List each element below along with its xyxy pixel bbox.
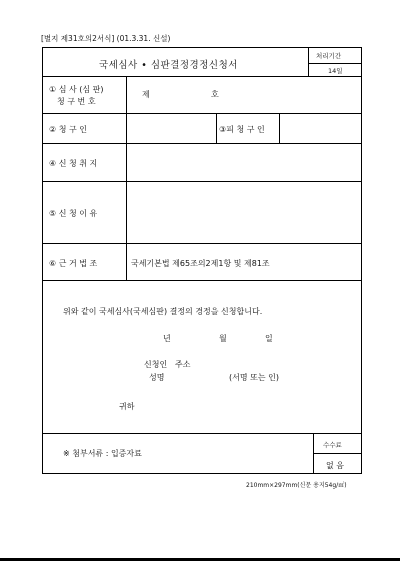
row-divider <box>43 181 361 182</box>
claimant-field[interactable] <box>132 122 212 140</box>
applicant-name-label: 성명 <box>149 373 165 382</box>
col-divider <box>308 48 309 76</box>
row-divider <box>43 76 361 77</box>
date-day: 일 <box>265 334 273 343</box>
row-divider <box>43 280 361 281</box>
date-year: 년 <box>163 334 171 343</box>
col-divider <box>216 113 217 143</box>
purpose-label: ④ 신 청 취 지 <box>49 159 98 168</box>
paper-spec: 210mm×297mm(신문 용지54g/㎡) <box>246 482 347 489</box>
attachments-note: ※ 첨부서류 : 입증자료 <box>63 449 142 458</box>
col-divider <box>279 113 280 143</box>
reason-field[interactable] <box>132 188 357 238</box>
date-month: 월 <box>219 334 227 343</box>
row-divider <box>43 113 361 114</box>
form-number: [별지 제31호의2서식] (01.3.31. 신설) <box>41 34 171 43</box>
legal-basis-label: ⑥ 근 거 법 조 <box>49 259 98 268</box>
fee-value: 없 음 <box>326 461 344 470</box>
respondent-label: ③피 청 구 인 <box>219 125 265 134</box>
application-form <box>42 47 362 474</box>
fee-label: 수수료 <box>323 441 342 449</box>
row-divider <box>43 243 361 244</box>
applicant-address-label: 주소 <box>175 360 191 369</box>
period-divider <box>308 63 361 64</box>
request-statement: 위와 같이 국세심사(국세심판) 결정의 경정을 신청합니다. <box>63 307 263 316</box>
processing-period-label: 처리기간 <box>316 52 342 60</box>
applicant-label: 신청인 <box>144 360 168 369</box>
col-divider <box>126 76 127 280</box>
claim-number-prefix: 제 <box>142 90 150 99</box>
purpose-field[interactable] <box>132 148 357 176</box>
claim-number-label-2: 청 구 번 호 <box>57 97 96 106</box>
reason-label: ⑤ 신 청 이 유 <box>49 209 98 218</box>
claim-number-suffix: 호 <box>211 90 219 99</box>
claimant-label: ② 청 구 인 <box>49 125 87 134</box>
page-bottom-rule <box>0 558 400 561</box>
processing-period-value: 14일 <box>328 67 343 75</box>
respondent-field[interactable] <box>284 122 358 140</box>
signature-hint: (서명 또는 인) <box>229 373 279 382</box>
col-divider <box>313 433 314 474</box>
legal-basis-value: 국세기본법 제65조의2제1항 및 제81조 <box>131 259 270 268</box>
claim-number-label: ① 심 사 (심 판) <box>49 85 104 94</box>
fee-divider <box>313 453 361 454</box>
row-divider <box>43 143 361 144</box>
form-title: 국세심사 • 심판결정경정신청서 <box>99 60 238 71</box>
addressee: 귀하 <box>119 402 135 411</box>
